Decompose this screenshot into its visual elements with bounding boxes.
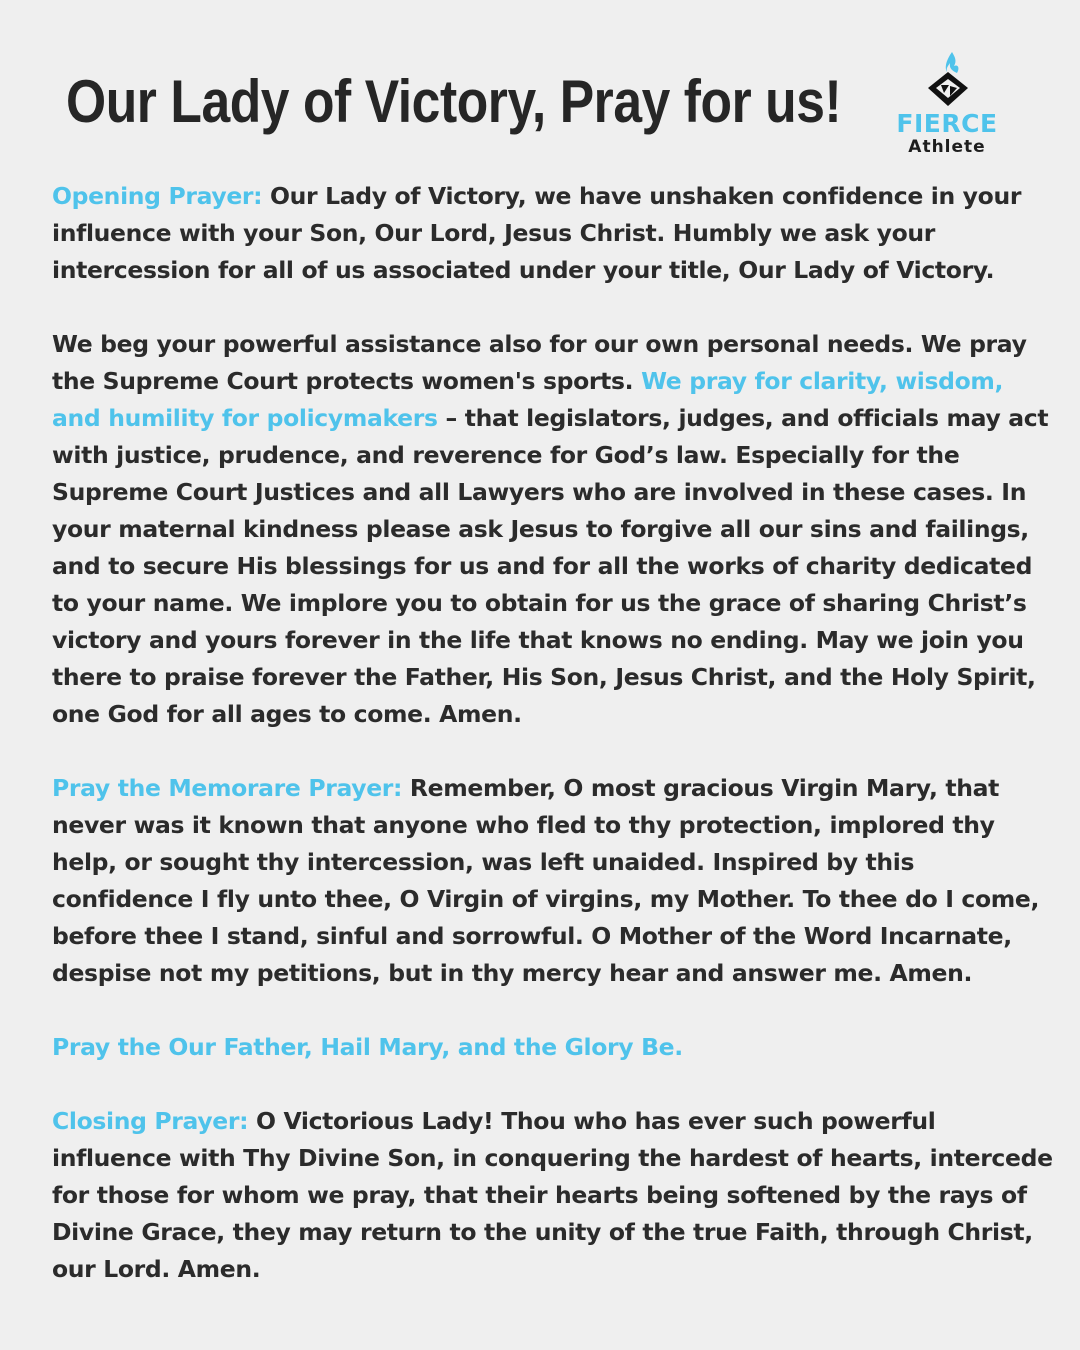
petition-text-after: – that legislators, judges, and officials may act with justice, prudence, and reverence for God’s law. Especially for the Supreme Court Justices and all Lawyers who are involved in these cases. In your maternal kindness please ask Jesus to forgive all our sins and failings, and to secure His blessings for us and for all the works of charity dedicated to your name. We implore you to obtain for us the grace of sharing Christ’s victory and yours forever in the life that knows no ending. May we join you there to praise forever the Father, His Son, Jesus Christ, and the Holy Spirit, one God for all ages to come. Amen.: [52, 404, 1049, 728]
closing-prayer-label: Closing Prayer:: [52, 1107, 249, 1135]
memorare-prayer: [52, 770, 1056, 992]
brand-logo: [886, 50, 1008, 160]
memorare-text: Remember, O most gracious Virgin Mary, that never was it known that anyone who fled to thy protection, implored thy help, or sought thy intercession, was left unaided. Inspired by this confidence I fly unto thee, O Virgin of virgins, my Mother. To thee do I come, before thee I stand, sinful and sorrowful. O Mother of the Word Incarnate, despise not my petitions, but in thy mercy hear and answer me. Amen.: [52, 774, 1040, 987]
petition-text-before: We beg your powerful assistance also for our own personal needs. We pray the Supreme Court protects women's sports.: [52, 330, 1027, 395]
petition-paragraph: [52, 326, 1056, 733]
fierce-athlete-logo-icon: [922, 50, 974, 108]
opening-prayer: [52, 178, 1056, 289]
closing-prayer: [52, 1103, 1056, 1288]
page-title: Our Lady of Victory, Pray for us!: [66, 68, 842, 135]
memorare-label: Pray the Memorare Prayer:: [52, 774, 403, 802]
our-father-instruction: Pray the Our Father, Hail Mary, and the Glory Be.: [52, 1033, 683, 1061]
closing-prayer-text: O Victorious Lady! Thou who has ever such powerful influence with Thy Divine Son, in conquering the hardest of hearts, intercede for those for whom we pray, that their hearts being softened by the rays of Divine Grace, they may return to the unity of the true Faith, through Christ, our Lord. Amen.: [52, 1107, 1053, 1283]
opening-prayer-text: Our Lady of Victory, we have unshaken confidence in your influence with your Son, Our Lord, Jesus Christ. Humbly we ask your intercession for all of us associated under your title, Our Lady of Victory.: [52, 182, 1022, 284]
opening-prayer-label: Opening Prayer:: [52, 182, 263, 210]
prayer-content: [52, 178, 1056, 1325]
logo-subtitle: Athlete: [908, 137, 986, 157]
petition-highlight: We pray for clarity, wisdom, and humility for policymakers: [52, 367, 1004, 432]
logo-wordmark: FIERCE: [896, 109, 998, 138]
